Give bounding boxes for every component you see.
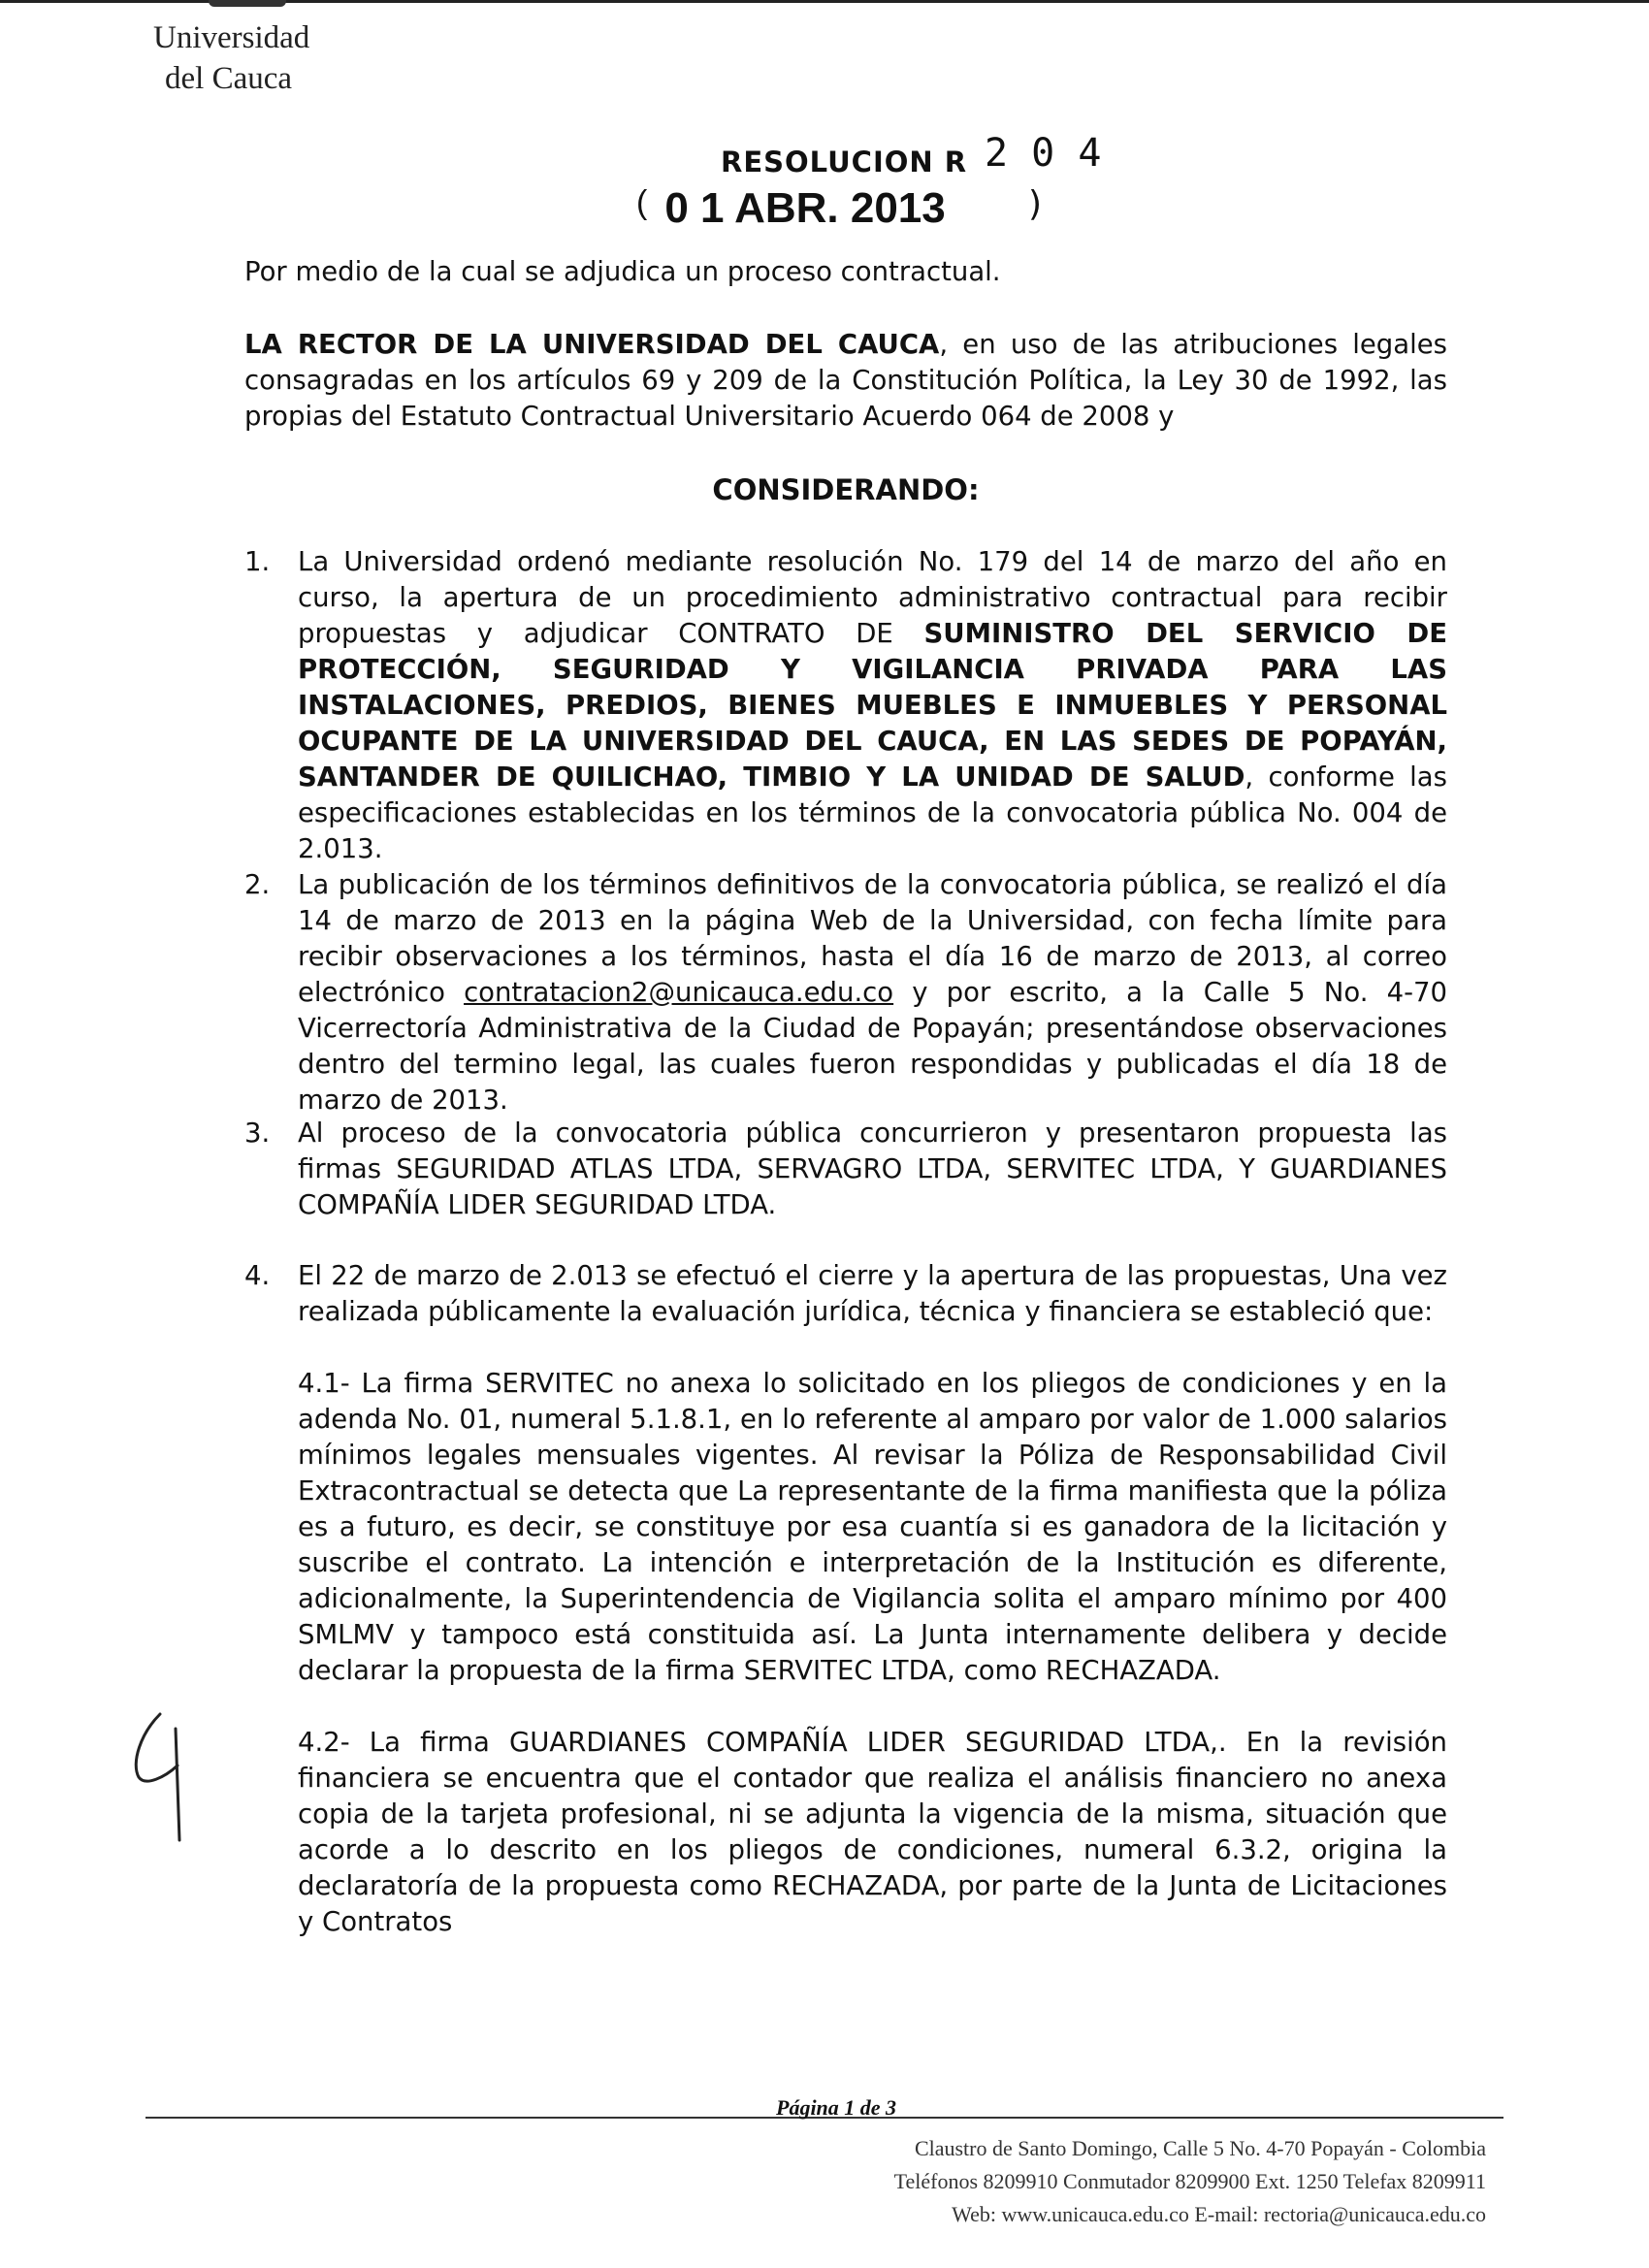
considerando-heading: CONSIDERANDO:: [712, 473, 980, 506]
item-number: 2.: [244, 869, 271, 900]
preamble: [244, 327, 1447, 435]
resolution-label: RESOLUCION R: [721, 146, 968, 178]
footer-web: Web: www.unicauca.edu.co E-mail: rectoria@unicauca.edu.co: [952, 2202, 1486, 2226]
institution-name: [153, 17, 309, 99]
item-number: 1.: [244, 546, 271, 577]
footer-address: Claustro de Santo Domingo, Calle 5 No. 4-70 Popayán - Colombia: [914, 2136, 1486, 2160]
institution-line1: Universidad: [153, 20, 310, 55]
date-close-paren: ): [1028, 184, 1043, 224]
item-text: [298, 544, 1447, 867]
resolution-date: [636, 184, 946, 233]
list-item: [244, 867, 1447, 1118]
item-text-pre: La publicación de los términos definitivos de la convocatoria pública, se realizó el día 14 de marzo de 2013 en la página Web de la Universidad, con fecha límite para recibir observaciones a los términos, hasta el día 16 de marzo de 2013, al correo electrónico: [298, 869, 1447, 1008]
subitem-4-1: 4.1- La firma SERVITEC no anexa lo solicitado en los pliegos de condiciones y en la adenda No. 01, numeral 5.1.8.1, en lo referente al amparo por valor de 1.000 salarios mínimos legales mensuales vigentes. Al revisar la Póliza de Responsabilidad Civil Extracontractual se detecta que La representante de la firma manifiesta que la póliza es a futuro, es decir, se constituye por esa cuantía si es ganadora de la licitación y suscribe el contrato. La intención e interpretación de la Institución es diferente, adicionalmente, la Superintendencia de Vigilancia solita el amparo mínimo por 400 SMLMV y tampoco está constituida así. La Junta internamente delibera y decide declarar la propuesta de la firma SERVITEC LTDA, como RECHAZADA.: [298, 1368, 1447, 1686]
university-seal-icon: [209, 0, 286, 7]
item-text: Al proceso de la convocatoria pública concurrieron y presentaron propuesta las firmas SEGURIDAD ATLAS LTDA, SERVAGRO LTDA, SERVITEC LTDA, Y GUARDIANES COMPAÑÍA LIDER SEGURIDAD LTDA.: [298, 1118, 1447, 1220]
item-text: El 22 de marzo de 2.013 se efectuó el cierre y la apertura de las propuestas, Una vez realizada públicamente la evaluación jurídica, técnica y financiera se estableció que:: [298, 1260, 1447, 1327]
email-link[interactable]: contratacion2@unicauca.edu.co: [464, 977, 894, 1008]
institution-line2: del Cauca: [165, 61, 293, 96]
item-number: 3.: [244, 1118, 271, 1149]
list-item: [244, 544, 1447, 867]
item-text-bold: SUMINISTRO DEL SERVICIO DE PROTECCIÓN, SEGURIDAD Y VIGILANCIA PRIVADA PARA LAS INSTALACIONES, PREDIOS, BIENES MUEBLES E INMUEBLES Y PERSONAL OCUPANTE DE LA UNIVERSIDAD DEL CAUCA, EN LAS SEDES DE POPAYÁN, SANTANDER DE QUILICHAO, TIMBIO Y LA UNIDAD DE SALUD: [298, 618, 1447, 793]
preamble-bold: LA RECTOR DE LA UNIVERSIDAD DEL CAUCA: [244, 329, 940, 360]
resolution-number: 2 0 4: [985, 131, 1102, 176]
item-text-pre: La Universidad ordenó mediante resolución No. 179 del 14 de marzo del año en curso, la apertura de un procedimiento administrativo contractual para recibir propuestas y adjudicar CONTRATO DE: [298, 546, 1447, 649]
item-text-post: , conforme las especificaciones establecidas en los términos de la convocatoria pública No. 004 de 2.013.: [298, 761, 1447, 864]
footer-phones: Teléfonos 8209910 Conmutador 8209900 Ext. 1250 Telefax 8209911: [893, 2169, 1486, 2193]
date-open-paren: (: [636, 184, 648, 221]
item-number: 4.: [244, 1260, 271, 1291]
list-item: [244, 1258, 1447, 1330]
date-text: 0 1 ABR. 2013: [664, 184, 946, 232]
handwritten-mark-icon: [121, 1709, 189, 1845]
list-item: [244, 1116, 1447, 1223]
subitem-4-2: 4.2- La firma GUARDIANES COMPAÑÍA LIDER SEGURIDAD LTDA,. En la revisión financiera se encuentra que el contador que realiza el análisis financiero no anexa copia de la tarjeta profesional, ni se adjunta la vigencia de la misma, situación que acorde a lo descrito en los pliegos de condiciones, numeral 6.3.2, origina la declaratoría de la propuesta como RECHAZADA, por parte de la Junta de Licitaciones y Contratos: [298, 1727, 1447, 1937]
item-text: [298, 867, 1447, 1118]
subject-line: Por medio de la cual se adjudica un proceso contractual.: [244, 256, 1001, 287]
page-number: Página 1 de 3: [776, 2095, 897, 2120]
preamble-rest: , en uso de las atribuciones legales consagradas en los artículos 69 y 209 de la Constitución Política, la Ley 30 de 1992, las propias del Estatuto Contractual Universitario Acuerdo 064 de 2008 y: [244, 329, 1447, 432]
item-text-post: y por escrito, a la Calle 5 No. 4-70 Vicerrectoría Administrativa de la Ciudad de Popayán; presentándose observaciones dentro del termino legal, las cuales fueron respondidas y publicadas el día 18 de marzo de 2013.: [298, 977, 1447, 1116]
